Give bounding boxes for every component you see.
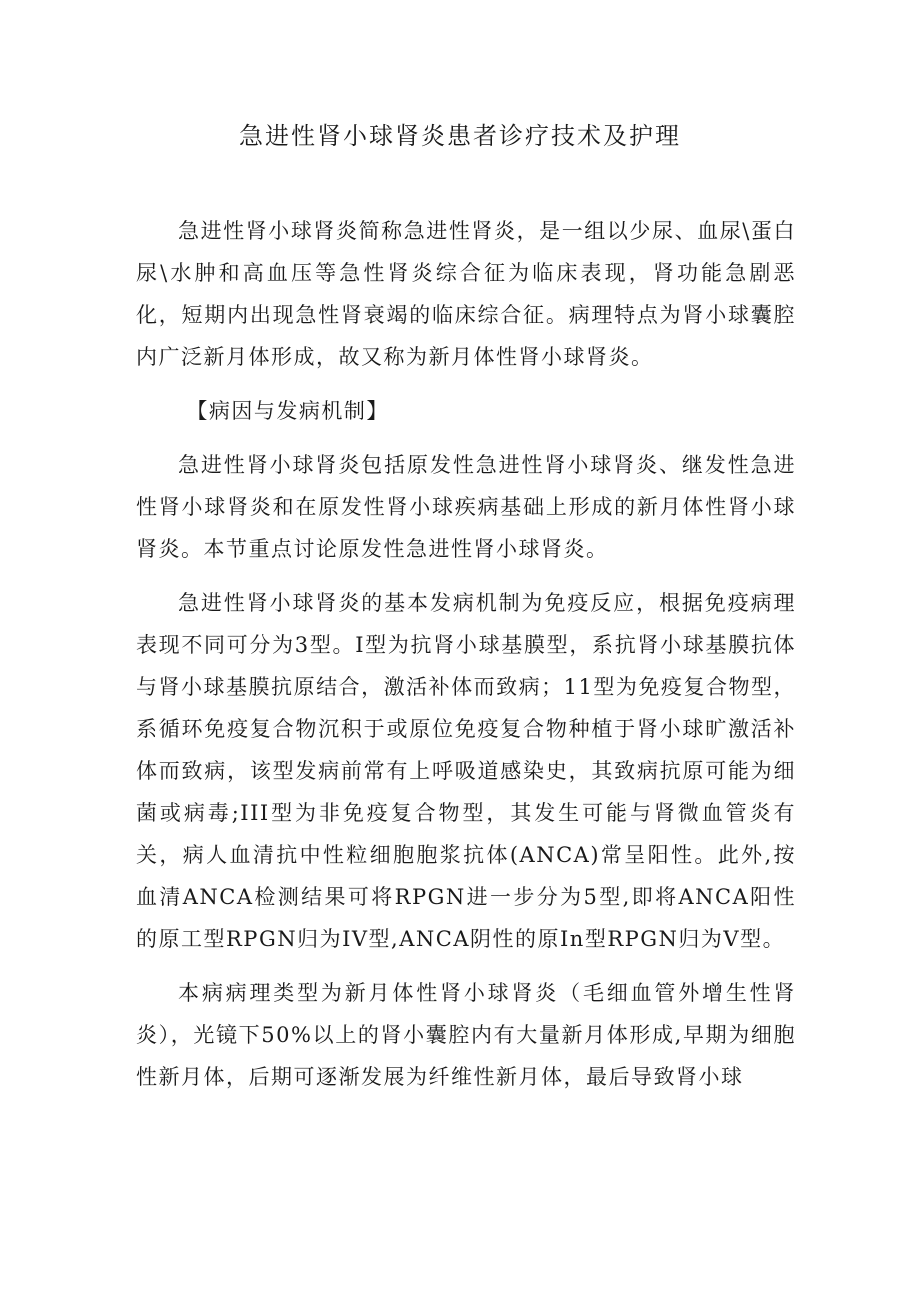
spacer [136,570,796,582]
spacer [136,960,796,972]
paragraph-mechanism: 急进性肾小球肾炎的基本发病机制为免疫反应，根据免疫病理表现不同可分为3型。I型为抗肾小球基膜型，系抗肾小球基膜抗体与肾小球基膜抗原结合，激活补体而致病；11型为免疫复合物型，系循环免疫复合物沉积于或原位免疫复合物种植于肾小球旷激活补体而致病，该型发病前常有上呼吸道感染史，其致病抗原可能为细菌或病毒;III型为非免疫复合物型，其发生可能与肾微血管炎有关，病人血清抗中性粒细胞胞浆抗体(ANCA)常呈阳性。此外,按血清ANCA检测结果可将RPGN进一步分为5型,即将ANCA阳性的原工型RPGN归为IV型,ANCA阴性的原In型RPGN归为V型。 [136,591,796,951]
paragraph-classification: 急进性肾小球肾炎包括原发性急进性肾小球肾炎、继发性急进性肾小球肾炎和在原发性肾小球疾病基础上形成的新月体性肾小球肾炎。本节重点讨论原发性急进性肾小球肾炎。 [136,453,796,561]
paragraph-intro: 急进性肾小球肾炎简称急进性肾炎，是一组以少尿、血尿\蛋白尿\水肿和高血压等急性肾炎综合征为临床表现，肾功能急剧恶化，短期内出现急性肾衰竭的临床综合征。病理特点为肾小球囊腔内广泛新月体形成，故又称为新月体性肾小球肾炎。 [136,219,796,369]
spacer [136,432,796,444]
document-body [136,210,796,1098]
section-heading: 【病因与发病机制】 [186,399,389,423]
paragraph-pathology: 本病病理类型为新月体性肾小球肾炎（毛细血管外增生性肾炎），光镜下50%以上的肾小囊腔内有大量新月体形成,早期为细胞性新月体，后期可逐渐发展为纤维性新月体，最后导致肾小球 [136,981,796,1089]
spacer [136,378,796,390]
document-title: 急进性肾小球肾炎患者诊疗技术及护理 [239,122,681,150]
